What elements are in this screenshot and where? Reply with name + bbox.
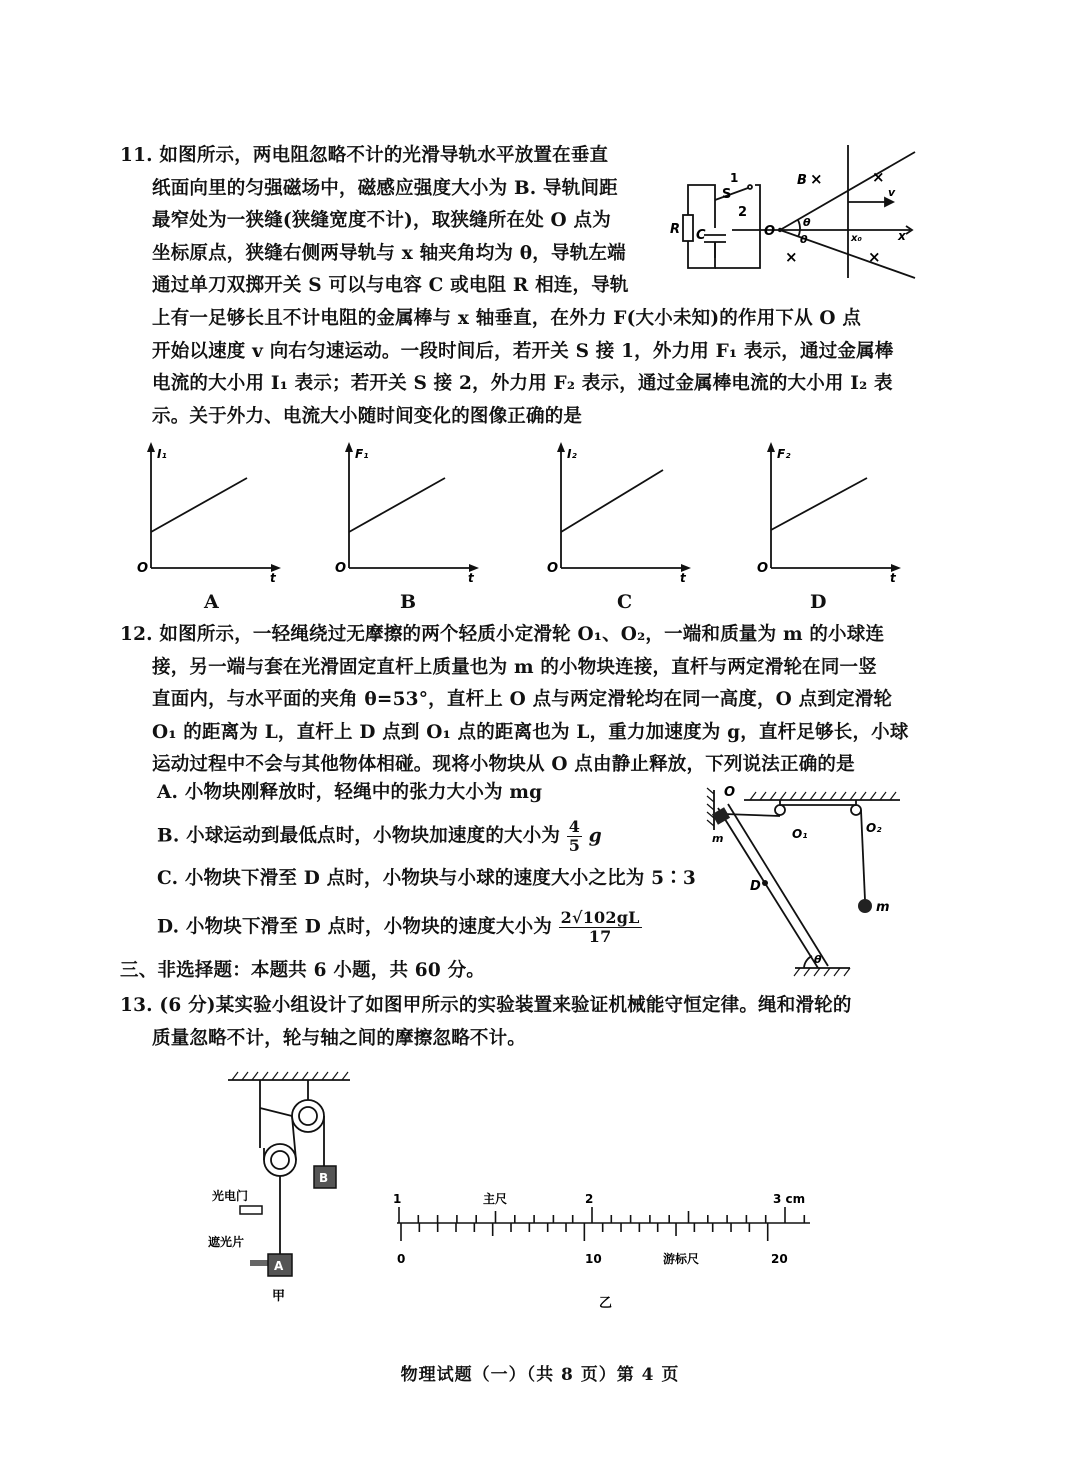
q12-line: 12. 如图所示，一轻绳绕过无摩擦的两个轻质小定滑轮 O₁、O₂，一端和质量为 m 的小球连 <box>120 624 885 645</box>
switch-pos2-label: 2 <box>738 205 748 220</box>
ball-mass-label: m <box>876 900 890 915</box>
q12-option-b <box>157 818 602 855</box>
q11-line: 坐标原点，狭缝右侧两导轨与 x 轴夹角均为 θ，导轨左端 <box>152 242 626 264</box>
graph-y-label: I₁ <box>157 447 167 461</box>
q13-line: 质量忽略不计，轮与轴之间的摩擦忽略不计。 <box>152 1027 527 1049</box>
field-b-label: B <box>797 173 807 188</box>
q13-vernier-figure <box>385 1185 825 1315</box>
velocity-v-label: v <box>888 186 896 199</box>
vernier-tick-label: 10 <box>585 1252 602 1266</box>
field-cross: × <box>810 170 823 188</box>
graph-c-label: C <box>617 591 633 613</box>
graph-y-label: F₂ <box>777 447 791 461</box>
q11-line: 11. 如图所示，两电阻忽略不计的光滑导轨水平放置在垂直 <box>120 145 609 166</box>
graph-origin: O <box>757 561 769 576</box>
q12-option-a: A. 小物块刚释放时，轻绳中的张力大小为 mg <box>157 782 543 803</box>
q12-option-b-fraction <box>567 818 582 855</box>
photogate-label: 光电门 <box>212 1189 249 1203</box>
q11-line: 示。关于外力、电流大小随时间变化的图像正确的是 <box>152 405 583 427</box>
q13-line: 13. (6 分)某实验小组设计了如图甲所示的实验装置来验证机械能守恒定律。绳和滑轮的 <box>120 995 852 1016</box>
main-tick-label: 2 <box>585 1192 594 1206</box>
graph-a <box>135 440 285 585</box>
field-cross: × <box>868 248 881 266</box>
block-b-label: B <box>319 1171 329 1185</box>
origin-o-label: O <box>764 224 776 239</box>
q12-line: 接，另一端与套在光滑固定直杆上质量也为 m 的小物块连接，直杆与两定滑轮在同一竖 <box>152 656 877 678</box>
graph-y-label: F₁ <box>355 447 369 461</box>
graph-d <box>755 440 905 585</box>
q12-option-b-text: B. 小球运动到最低点时，小物块加速度的大小为 <box>157 825 561 847</box>
fraction-denominator: 17 <box>588 927 612 946</box>
x-axis-label: x <box>898 229 906 243</box>
block-mass-label: m <box>712 832 724 845</box>
q11-line: 上有一足够长且不计电阻的金属棒与 x 轴垂直，在外力 F(大小未知)的作用下从 O 点 <box>152 308 862 329</box>
q11-circuit-figure <box>660 140 920 280</box>
vernier-scale-label: 游标尺 <box>663 1252 700 1266</box>
graph-origin: O <box>547 561 559 576</box>
block-a-label: A <box>274 1259 284 1273</box>
q11-text-wide <box>152 303 932 433</box>
field-cross: × <box>785 248 798 266</box>
q11-line: 电流的大小用 I₁ 表示；若开关 S 接 2，外力用 F₂ 表示，通过金属棒电流的大小用 I₂ 表 <box>152 373 893 394</box>
graph-a-label: A <box>204 591 219 613</box>
q11-line: 开始以速度 v 向右匀速运动。一段时间后，若开关 S 接 1，外力用 F₁ 表示，通过金属棒 <box>152 340 894 362</box>
page-footer: 物理试题（一）（共 8 页）第 4 页 <box>400 1365 680 1385</box>
fraction-numerator: 4 <box>568 817 581 836</box>
point-d-label: D <box>750 879 761 894</box>
q11-line: 最窄处为一狭缝(狭缝宽度不计)，取狭缝所在处 O 点为 <box>152 210 611 231</box>
graph-b <box>333 440 483 585</box>
graph-origin: O <box>335 561 347 576</box>
fraction-denominator: 5 <box>568 836 581 855</box>
q11-line: 纸面向里的匀强磁场中，磁感应强度大小为 B. 导轨间距 <box>152 177 618 199</box>
q12-option-d-fraction <box>559 909 642 946</box>
main-scale-label: 主尺 <box>483 1192 508 1206</box>
graph-x-label: t <box>270 571 276 585</box>
main-tick-label: 3 cm <box>773 1192 806 1206</box>
resistor-r-label: R <box>670 222 681 237</box>
switch-s-label: S <box>722 187 732 202</box>
pulley-o1-label: O₁ <box>792 827 808 841</box>
x0-label: x₀ <box>851 233 862 244</box>
switch-pos1-label: 1 <box>730 171 739 185</box>
graph-x-label: t <box>468 571 474 585</box>
angle-theta-label: θ <box>800 233 808 246</box>
figure-jia-caption: 甲 <box>272 1289 286 1304</box>
angle-theta-label: θ <box>814 953 822 966</box>
q12-option-b-unit: g <box>588 825 602 847</box>
q13-apparatus-figure <box>200 1068 370 1313</box>
main-tick-label: 1 <box>393 1192 402 1206</box>
angle-theta-label: θ <box>803 216 811 229</box>
figure-yi-caption: 乙 <box>599 1296 613 1311</box>
q12-option-d <box>157 909 642 946</box>
graph-origin: O <box>137 561 149 576</box>
graph-b-label: B <box>400 591 417 613</box>
q11-line: 通过单刀双掷开关 S 可以与电容 C 或电阻 R 相连，导轨 <box>152 275 629 296</box>
shading-sheet-label: 遮光片 <box>208 1235 245 1249</box>
q12-line: 直面内，与水平面的夹角 θ=53°，直杆上 O 点与两定滑轮均在同一高度，O 点到定滑轮 <box>152 689 893 710</box>
q12-text <box>120 619 920 782</box>
q12-option-c: C. 小物块下滑至 D 点时，小物块与小球的速度大小之比为 5∶3 <box>157 868 696 889</box>
fraction-numerator: 2√102gL <box>560 908 640 927</box>
field-cross: × <box>872 168 885 186</box>
vernier-tick-label: 0 <box>397 1252 406 1266</box>
section-title: 三、非选择题：本题共 6 小题，共 60 分。 <box>120 960 485 981</box>
graph-y-label: I₂ <box>567 447 577 461</box>
graph-x-label: t <box>890 571 896 585</box>
q11-text <box>120 140 700 303</box>
graph-c <box>545 440 695 585</box>
graph-d-label: D <box>810 591 827 613</box>
vernier-tick-label: 20 <box>771 1252 788 1266</box>
q12-line: O₁ 的距离为 L，直杆上 D 点到 O₁ 点的距离也为 L，重力加速度为 g，直杆足够长，小球 <box>152 721 909 743</box>
capacitor-c-label: C <box>696 228 706 243</box>
q12-line: 运动过程中不会与其他物体相碰。现将小物块从 O 点由静止释放，下列说法正确的是 <box>152 754 855 775</box>
q12-pulley-figure <box>700 780 910 980</box>
q13-text <box>120 990 920 1055</box>
pulley-o2-label: O₂ <box>866 821 882 835</box>
q12-option-d-text: D. 小物块下滑至 D 点时，小物块的速度大小为 <box>157 916 552 938</box>
point-o-label: O <box>724 785 736 800</box>
graph-x-label: t <box>680 571 686 585</box>
